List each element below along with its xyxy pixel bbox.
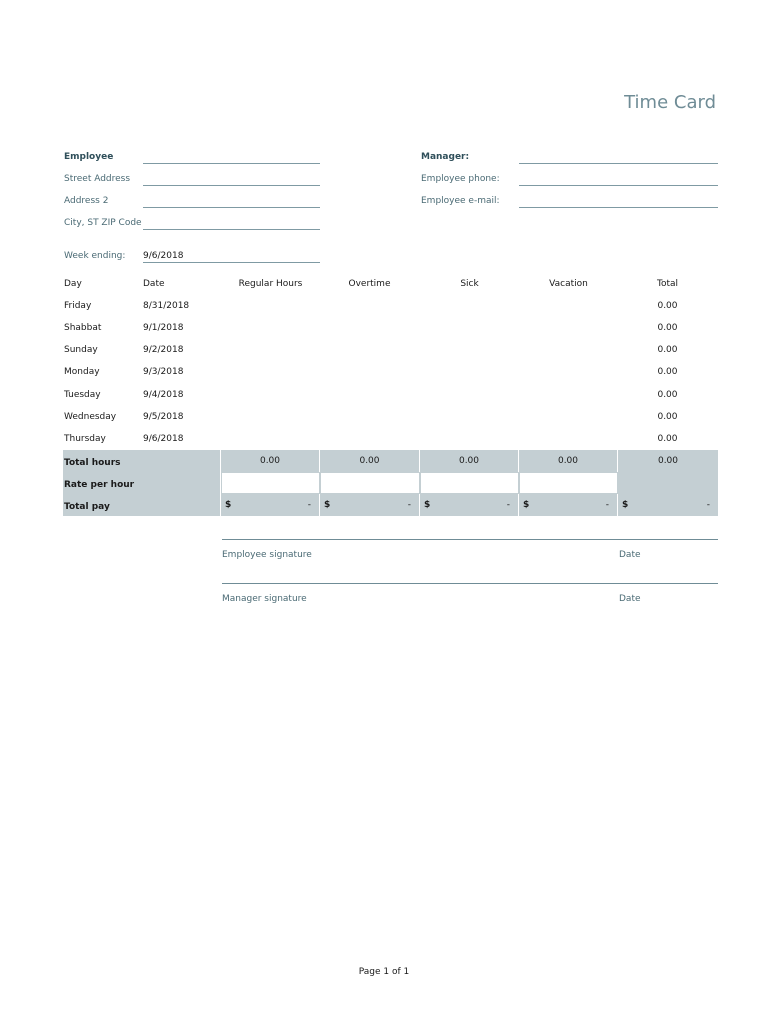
total-pay-row	[63, 494, 718, 516]
col-header-overtime: Overtime	[348, 279, 391, 289]
total-hours-vacation: 0.00	[519, 450, 618, 472]
row-date: 9/2/2018	[143, 345, 184, 355]
row-day: Friday	[64, 301, 92, 311]
street-address-field[interactable]	[143, 185, 320, 186]
employee-signature-label: Employee signature	[222, 550, 312, 560]
total-hours-row	[63, 450, 718, 472]
week-ending-underline	[143, 262, 320, 263]
employee-phone-label: Employee phone:	[421, 174, 500, 184]
currency-symbol: $	[225, 500, 232, 510]
row-day: Shabbat	[64, 323, 102, 333]
total-hours-total: 0.00	[657, 456, 679, 466]
row-day: Monday	[64, 367, 100, 377]
manager-signature-line[interactable]	[222, 583, 718, 584]
row-total: 0.00	[657, 390, 678, 400]
col-header-date: Date	[143, 279, 165, 289]
city-zip-field[interactable]	[143, 229, 320, 230]
row-total: 0.00	[657, 434, 678, 444]
total-hours-sick: 0.00	[420, 450, 519, 472]
row-date: 9/4/2018	[143, 390, 184, 400]
rate-per-hour-label: Rate per hour	[64, 480, 135, 490]
row-day: Thursday	[64, 434, 106, 444]
employee-email-label: Employee e-mail:	[421, 196, 500, 206]
total-pay-regular	[221, 494, 320, 516]
row-date: 8/31/2018	[143, 301, 190, 311]
manager-signature-date-label: Date	[619, 594, 641, 604]
row-total: 0.00	[657, 301, 678, 311]
row-day: Wednesday	[64, 412, 117, 422]
total-pay-total	[618, 494, 718, 516]
currency-symbol: $	[324, 500, 331, 510]
total-pay-overtime	[320, 494, 420, 516]
row-date: 9/3/2018	[143, 367, 184, 377]
currency-symbol: $	[622, 500, 629, 510]
total-hours-label: Total hours	[64, 458, 121, 468]
rate-regular-input[interactable]	[221, 472, 320, 494]
employee-phone-field[interactable]	[519, 185, 718, 186]
street-address-label: Street Address	[64, 174, 131, 184]
row-date: 9/6/2018	[143, 434, 184, 444]
employee-label: Employee	[64, 152, 114, 162]
total-hours-overtime: 0.00	[320, 450, 420, 472]
rate-per-hour-row	[63, 472, 718, 494]
total-pay-sick	[420, 494, 519, 516]
address2-label: Address 2	[64, 196, 109, 206]
rate-vacation-input[interactable]	[519, 472, 618, 494]
manager-field[interactable]	[519, 163, 718, 164]
row-date: 9/5/2018	[143, 412, 184, 422]
week-ending-value[interactable]: 9/6/2018	[143, 251, 184, 261]
amount-value: -	[506, 500, 510, 510]
col-header-sick: Sick	[460, 279, 479, 289]
employee-email-field[interactable]	[519, 207, 718, 208]
amount-value: -	[307, 500, 311, 510]
total-hours-regular: 0.00	[221, 450, 320, 472]
city-zip-label: City, ST ZIP Code	[64, 218, 142, 228]
manager-label: Manager:	[421, 152, 470, 162]
col-header-day: Day	[64, 279, 82, 289]
amount-value: -	[706, 500, 710, 510]
col-header-total: Total	[656, 279, 679, 289]
rate-sick-input[interactable]	[420, 472, 519, 494]
row-day: Sunday	[64, 345, 98, 355]
currency-symbol: $	[424, 500, 431, 510]
currency-symbol: $	[523, 500, 530, 510]
col-header-regular-hours: Regular Hours	[238, 279, 303, 289]
week-ending-label: Week ending:	[64, 251, 126, 261]
page-title: Time Card	[624, 92, 716, 113]
row-total: 0.00	[657, 412, 678, 422]
manager-signature-label: Manager signature	[222, 594, 307, 604]
rate-overtime-input[interactable]	[320, 472, 420, 494]
amount-value: -	[407, 500, 411, 510]
row-total: 0.00	[657, 323, 678, 333]
employee-signature-line[interactable]	[222, 539, 718, 540]
amount-value: -	[605, 500, 609, 510]
row-total: 0.00	[657, 367, 678, 377]
total-pay-label: Total pay	[64, 502, 110, 512]
page-footer: Page 1 of 1	[358, 967, 410, 977]
address2-field[interactable]	[143, 207, 320, 208]
row-total: 0.00	[657, 345, 678, 355]
total-pay-vacation	[519, 494, 618, 516]
row-date: 9/1/2018	[143, 323, 184, 333]
employee-field[interactable]	[143, 163, 320, 164]
employee-signature-date-label: Date	[619, 550, 641, 560]
row-day: Tuesday	[64, 390, 101, 400]
col-header-vacation: Vacation	[549, 279, 588, 289]
